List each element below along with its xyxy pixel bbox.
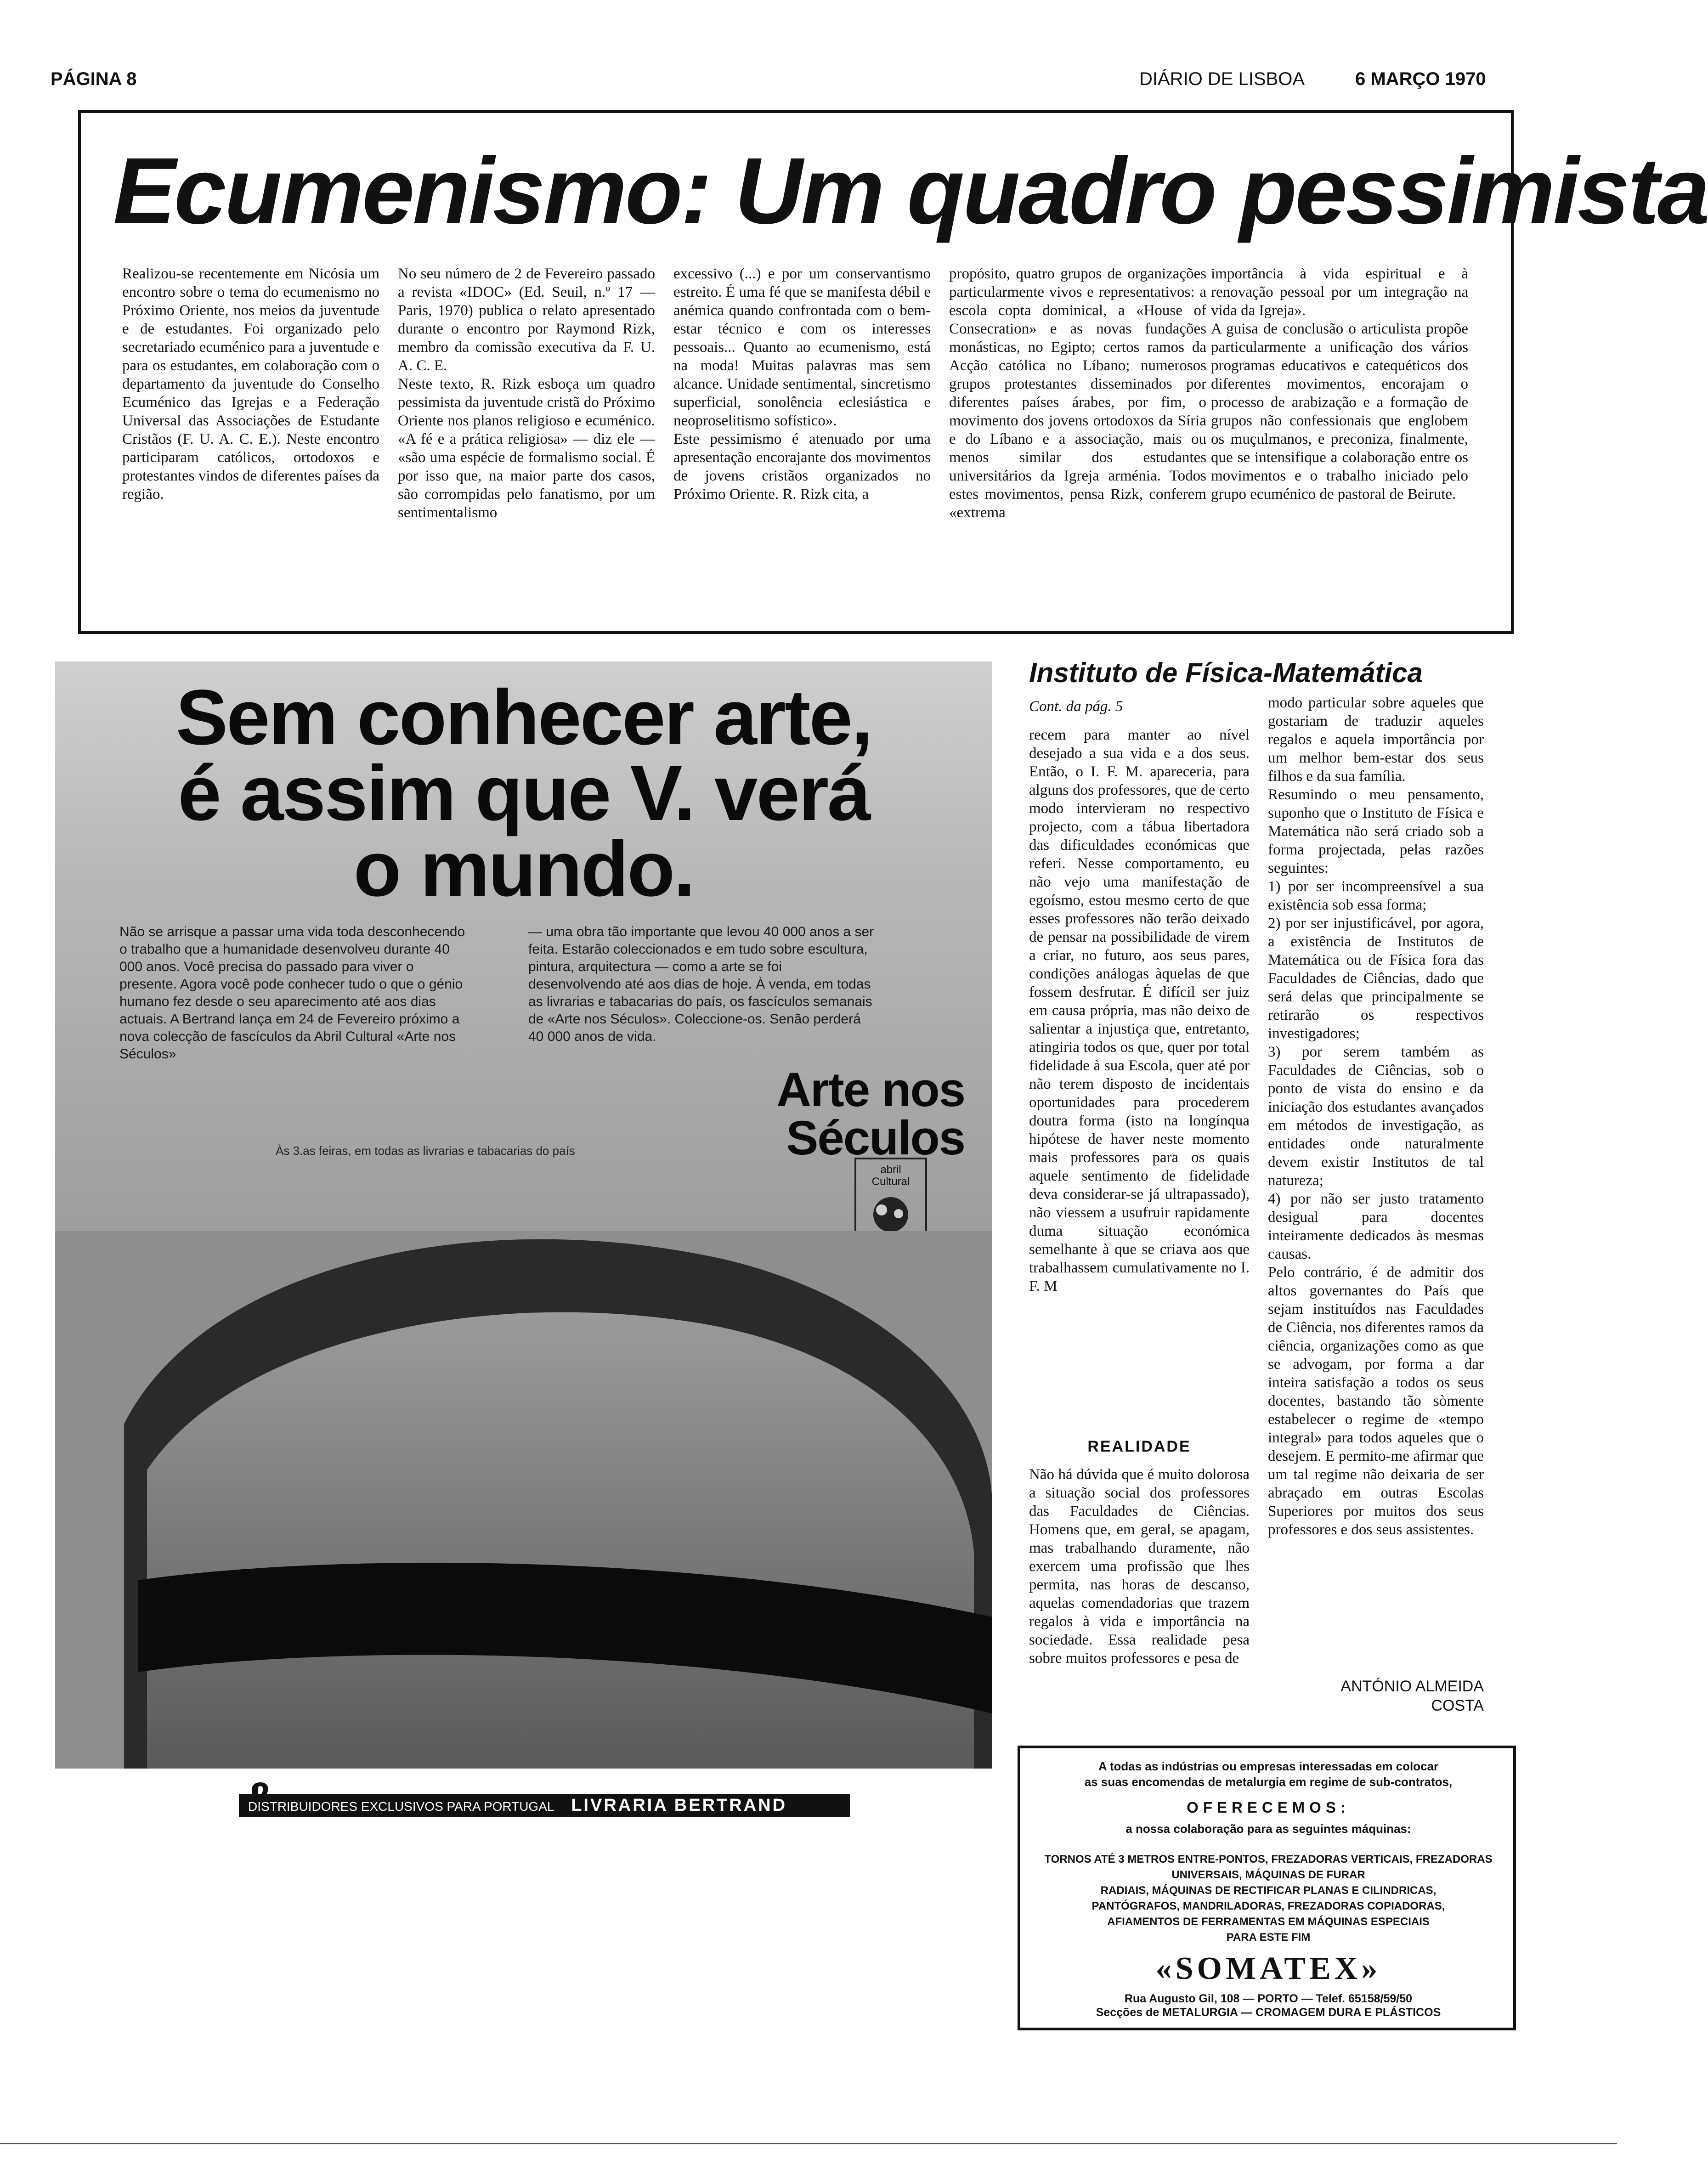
advert-availability: Às 3.as feiras, em todas as livrarias e tabacarias do país [276, 1144, 575, 1158]
arte-nos-seculos-advert [55, 661, 992, 1769]
article-headline: Ecumenismo: Um quadro pessimista [113, 138, 1708, 243]
issue-date: 6 MARÇO 1970 [1355, 69, 1486, 89]
advert-brand: Arte nos Séculos [776, 1063, 965, 1165]
article-column: importância à vida espiritual e à renovação pessoal por um integração na vida da Igreja». A guisa de conclusão o articulista propõe particularmente a unificação dos vários programas educativos e catequéticos dos diferentes movimentos, encorajam o processo de arabização e a formação de grupos não confessionais que englobem os muçulmanos, e preconiza, finalmente, que se intensifique a colaboração entre os movimentos e o trabalho iniciado pelo grupo ecuménico de pastoral de Beirute. [1211, 266, 1468, 503]
advert-copy-right: — uma obra tão importante que levou 40 000 anos a ser feita. Estarão coleccionados e em tudo sobre escultura, pintura, arquitectura — como a arte se foi desenvolvendo até aos dias de hoje. À venda, em todas as livrarias e tabacarias do país, os fascículos semanais de «Arte nos Séculos». Coleccione-os. Senão perderá 40 000 anos de vida. [528, 924, 874, 1044]
article-column: excessivo (...) e por um conservantismo estreito. É uma fé que se manifesta débil e anémica quando confrontada com o bem-estar técnico e com os interesses pessoais... Quanto ao ecumenismo, está na moda! Muitas palavras mas sem alcance. Unidade sentimental, sincretismo superficial, sonolência eclesiástica e neoproselitismo sofístico». Este pessimismo é atenuado por uma apresentação encorajante dos movimentos de jovens cristãos organizados no Próximo Oriente. R. Rizk cita, a [673, 266, 931, 503]
page-number: PÁGINA 8 [51, 69, 137, 89]
page-bottom-rule [0, 2143, 1617, 2144]
ifm-column-1: recem para manter ao nível desejado a sua vida e a dos seus. Então, o I. F. M. apareceria, para alguns dos professores, que de certo modo intervieram no respectivo projecto, com a tábua libertadora das dificuldades económicas que referi. Nesse comportamento, eu não vejo uma manifestação de egoísmo, estou mesmo certo de que esses professores não terão deixado de pensar na possibilidade de virem a criar, no futuro, aos seus pares, condições análogas àquelas de que fossem desfrutar. É difícil ser juiz em causa própria, mas não deixo de salientar a injustiça que, entretanto, atingiria todos os que, quer por total fidelidade à sua Escola, quer até por não terem disposto de incidentais oportunidades para procederem doutra forma (isto na longínqua hipótese de haver neste momento mais professores para os quais aquele sentimento de fidelidade deva considerar-se já ultrapassado), não viessem a usufruir rapidamente duma situação económica semelhante à que se criava aos que trabalhassem cumulativamente no I. F. M [1029, 727, 1254, 1294]
advert-distributor-bar [239, 1794, 850, 1817]
logo-text: abril Cultural [871, 1164, 910, 1188]
advert-headline: Sem conhecer arte, é assim que V. verá o mundo. [175, 674, 872, 913]
article-column: propósito, quatro grupos de organizações particularmente vivos e representativos: a escola copta dominical, a «House of Consecration» e as novas fundações monásticas, no Egipto; certos ramos da Acção católica no Líbano; numerosos grupos protestantes disseminados por diferentes países árabes, por fim, o movimento dos jovens ortodoxos da Síria e do Líbano e a associação, mais ou menos similar dos estudantes universitários da Igreja arménia. Todos estes movimentos, pensa Rizk, conferem «extrema [949, 266, 1210, 521]
somatex-name: «SOMATEX» [1155, 1951, 1381, 1986]
newspaper-name: DIÁRIO DE LISBOA [1139, 69, 1305, 89]
article-column: Realizou-se recentemente em Nicósia um encontro sobre o tema do ecumenismo no Próximo Oriente, nos meios da juventude e de estudantes. Foi organizado pelo secretariado ecuménico para a juventude e para os estudantes, em colaboração com o departamento da juventude do Conselho Ecuménico das Igrejas e a Federação Universal das Associações de Estudante Cristãos (F. U. A. C. E.). Neste encontro participaram católicos, ortodoxos e protestantes vindos de diferentes países da região. [122, 266, 384, 503]
ifm-subheading: REALIDADE [1087, 1438, 1191, 1455]
continuation-note: Cont. da pág. 5 [1029, 698, 1123, 715]
ifm-column-2: modo particular sobre aqueles que gostariam de traduzir aqueles regalos e aquela importância por um melhor bem-estar dos seus filhos e da sua família. Resumindo o meu pensamento, suponho que o Instituto de Física e Matemática não será criado sob a forma projectada, pelas razões seguintes: 1) por ser incompreensível a sua existência sob essa forma; 2) por ser injustificável, por agora, a existência de Institutos de Matemática ou de Física fora das Faculdades de Ciências, dado que será delas que principalmente se retirarão os respectivos investigadores; 3) por serem também as Faculdades de Ciências, sob o ponto de vista do ensino e da iniciação dos estudantes avançados em métodos de investigação, as entidades onde naturalmente devem existir Institutos de tal natureza; 4) por não ser justo tratamento desigual para docentes inteiramente dedicados às mesmas causas. Pelo contrário, é de admitir dos altos governantes do País que sejam instituídos nas Faculdades de Ciência, nos diferentes ramos da ciência, organizações como as que se advogam, por forma a dar inteira satisfação a todos os seus docentes, bastando tão sòmente estabelecer o regime de «tempo integral» para todos aqueles que o desejem. E permito-me afirmar que um tal regime não deixaria de ser abraçado em outras Escolas Superiores por muitos dos seus professores e dos seus assistentes. [1268, 695, 1484, 1538]
somatex-address: Rua Augusto Gil, 108 — PORTO — Telef. 65158/59/50 Secções de METALURGIA — CROMAGEM DURA E PLÁSTICOS [1096, 1992, 1441, 2019]
ecumenismo-article [78, 110, 1708, 634]
distributor-name: LIVRARIA BERTRAND [571, 1796, 787, 1815]
somatex-offer: OFERECEMOS: [1187, 1799, 1350, 1816]
blindfolded-head-photo [55, 1231, 992, 1769]
advert-copy-left: Não se arrisque a passar uma vida toda desconhecendo o trabalho que a humanidade desenvolveu durante 40 000 anos. Você precisa do passado para viver o presente. Agora você pode conhecer tudo o que o génio humano fez desde o seu aparecimento até aos dias actuais. A Bertrand lança em 24 de Fevereiro próximo a nova colecção de fascículos da Abril Cultural «Arte nos Séculos» [119, 924, 465, 1062]
ifm-column-1-continued: Não há dúvida que é muito dolorosa a situação social dos professores das Faculdades de Ciências. Homens que, em geral, se apagam, mas trabalhando duramente, não exercem uma profissão que lhes permita, nas horas de descanso, aquelas comendadorias que trazem regalos à vida e importância na sociedade. Essa realidade pesa sobre muitos professores e pesa de [1029, 1466, 1254, 1667]
somatex-intro: A todas as indústrias ou empresas interessadas em colocar as suas encomendas de metalurgia em regime de sub-contratos, [1084, 1759, 1453, 1789]
article-column: No seu número de 2 de Fevereiro passado a revista «IDOC» (Ed. Seuil, n.º 17 — Paris, 1970) publica o relato apresentado durante o encontro por Raymond Rizk, membro da comissão executiva da F. U. A. C. E. Neste texto, R. Rizk esboça um quadro pessimista da juventude cristã do Próximo Oriente nos planos religioso e ecuménico. «A fé e a prática religiosa» — diz ele — «são uma espécie de formalismo social. É por isso que, na maior parte dos casos, são corrompidas pelo fanatismo, por um sentimentalismo [398, 266, 655, 521]
somatex-machines: TORNOS ATÉ 3 METROS ENTRE-PONTOS, FREZADORAS VERTICAIS, FREZADORAS UNIVERSAIS, MÁQUINAS DE FURAR RADIAIS, MÁQUINAS DE RECTIFICAR PLANAS E CILINDRICAS, PANTÓGRAFOS, MANDRILADORAS, FREZADORAS COPIADORAS, AFIAMENTOS DE FERRAMENTAS EM MÁQUINAS ESPECIAIS PARA ESTE FIM [1044, 1853, 1493, 1944]
page-header [51, 69, 1544, 96]
somatex-offer-sub: a nossa colaboração para as seguintes máquinas: [1125, 1822, 1411, 1836]
somatex-advert [1018, 1746, 1516, 2030]
article-author: ANTÓNIO ALMEIDA COSTA [1340, 1678, 1484, 1714]
distributor-label: DISTRIBUIDORES EXCLUSIVOS PARA PORTUGAL [248, 1799, 554, 1814]
ifm-headline: Instituto de Física-Matemática [1029, 657, 1423, 688]
